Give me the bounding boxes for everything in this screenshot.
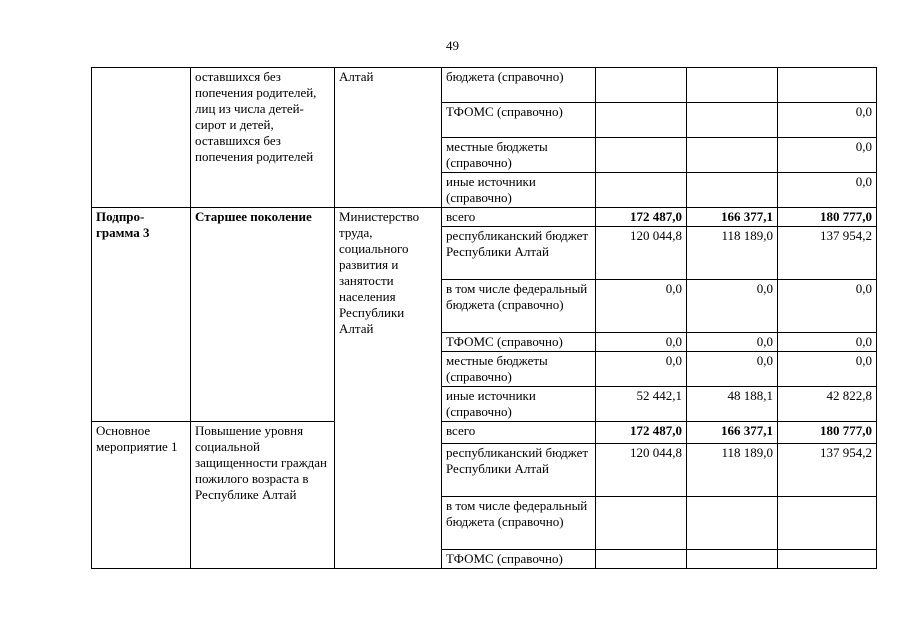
value-cell: 0,0	[596, 280, 687, 333]
value-cell	[596, 497, 687, 550]
value-cell: 0,0	[778, 333, 877, 352]
value-cell: 172 487,0	[596, 422, 687, 444]
source-cell: в том числе федеральный бюджета (справочно)	[442, 280, 596, 333]
source-cell: всего	[442, 422, 596, 444]
value-cell: 0,0	[778, 352, 877, 387]
value-cell: 118 189,0	[687, 444, 778, 497]
value-cell: 120 044,8	[596, 444, 687, 497]
value-cell	[596, 68, 687, 103]
value-cell: 180 777,0	[778, 208, 877, 227]
value-cell: 52 442,1	[596, 387, 687, 422]
value-cell: 172 487,0	[596, 208, 687, 227]
value-cell: 0,0	[778, 103, 877, 138]
source-cell: иные источники (справочно)	[442, 387, 596, 422]
value-cell: 42 822,8	[778, 387, 877, 422]
source-cell: всего	[442, 208, 596, 227]
value-cell	[687, 550, 778, 569]
value-cell: 137 954,2	[778, 444, 877, 497]
value-cell: 118 189,0	[687, 227, 778, 280]
value-cell: 120 044,8	[596, 227, 687, 280]
source-cell: местные бюджеты (справочно)	[442, 352, 596, 387]
value-cell	[596, 173, 687, 208]
value-cell: 0,0	[596, 352, 687, 387]
value-cell: 0,0	[778, 138, 877, 173]
value-cell: 48 188,1	[687, 387, 778, 422]
source-cell: в том числе федеральный бюджета (справочно)	[442, 497, 596, 550]
source-cell: ТФОМС (справочно)	[442, 333, 596, 352]
table-row	[92, 68, 877, 103]
value-cell	[687, 68, 778, 103]
value-cell	[596, 103, 687, 138]
value-cell	[778, 550, 877, 569]
value-cell	[596, 550, 687, 569]
name-cell: оставшихся без попечения родителей, лиц из числа детей-сирот и детей, оставшихся без попечения родителей	[191, 68, 335, 208]
value-cell: 0,0	[596, 333, 687, 352]
source-cell: ТФОМС (справочно)	[442, 550, 596, 569]
executor-cell: Алтай	[335, 68, 442, 208]
value-cell	[687, 497, 778, 550]
code-cell	[92, 68, 191, 208]
value-cell: 0,0	[778, 173, 877, 208]
subprogram-code: Подпро-грамма 3	[92, 208, 191, 422]
value-cell: 137 954,2	[778, 227, 877, 280]
value-cell	[687, 138, 778, 173]
value-cell	[687, 103, 778, 138]
value-cell: 0,0	[687, 333, 778, 352]
event-name: Повышение уровня социальной защищенности граждан пожилого возраста в Республике Алтай	[191, 422, 335, 569]
budget-table	[91, 67, 877, 569]
event-code: Основное мероприятие 1	[92, 422, 191, 569]
source-cell: ТФОМС (справочно)	[442, 103, 596, 138]
page-number: 49	[446, 38, 459, 53]
value-cell	[596, 138, 687, 173]
value-cell	[778, 68, 877, 103]
source-cell: местные бюджеты (справочно)	[442, 138, 596, 173]
value-cell: 180 777,0	[778, 422, 877, 444]
table-row	[92, 422, 877, 444]
source-cell: иные источники (справочно)	[442, 173, 596, 208]
table-row	[92, 208, 877, 227]
source-cell: бюджета (справочно)	[442, 68, 596, 103]
value-cell: 0,0	[687, 280, 778, 333]
value-cell: 166 377,1	[687, 422, 778, 444]
source-cell: республиканский бюджет Республики Алтай	[442, 444, 596, 497]
value-cell	[778, 497, 877, 550]
value-cell: 0,0	[778, 280, 877, 333]
value-cell	[687, 173, 778, 208]
subprogram-executor: Министерство труда, социального развития и занятости населения Республики Алтай	[335, 208, 442, 569]
source-cell: республиканский бюджет Республики Алтай	[442, 227, 596, 280]
subprogram-name: Старшее поколение	[191, 208, 335, 422]
value-cell: 166 377,1	[687, 208, 778, 227]
value-cell: 0,0	[687, 352, 778, 387]
